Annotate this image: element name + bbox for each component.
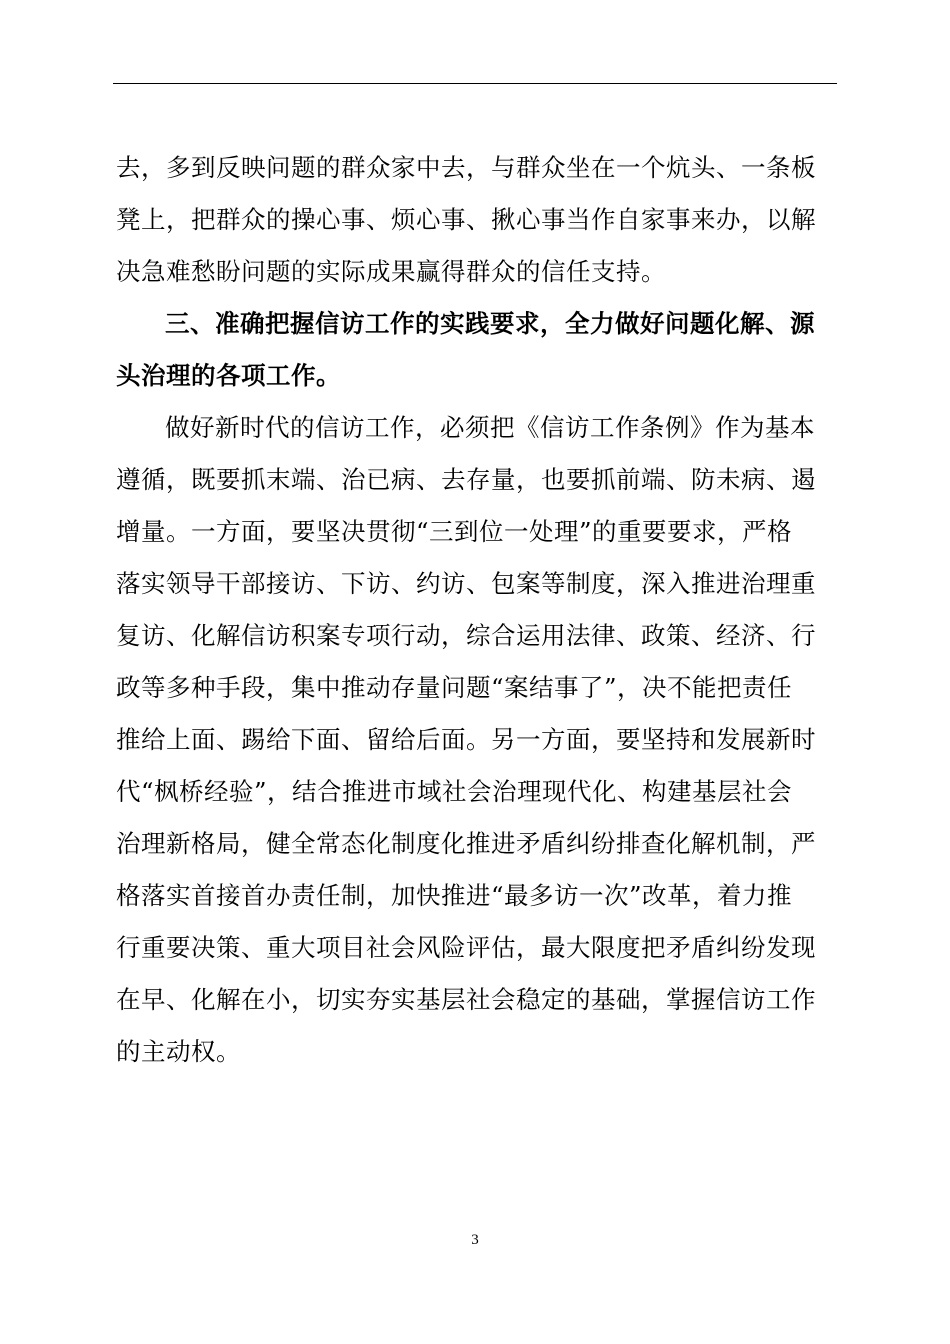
page-number: 3 bbox=[471, 1232, 479, 1248]
text-line: 决急难愁盼问题的实际成果赢得群众的信任支持。 bbox=[116, 257, 666, 286]
text-line: 凳上，把群众的操心事、烦心事、揪心事当作自家事来办，以解 bbox=[116, 205, 816, 234]
text-line: 推给上面、踢给下面、留给后面。另一方面，要坚持和发展新时 bbox=[116, 725, 816, 754]
section-heading-line: 头治理的各项工作。 bbox=[116, 361, 341, 390]
text-line: 行重要决策、重大项目社会风险评估，最大限度把矛盾纠纷发现 bbox=[116, 933, 816, 962]
text-line: 治理新格局，健全常态化制度化推进矛盾纠纷排查化解机制，严 bbox=[116, 829, 816, 858]
text-line: 做好新时代的信访工作，必须把《信访工作条例》作为基本 bbox=[165, 413, 815, 442]
text-line: 在早、化解在小，切实夯实基层社会稳定的基础，掌握信访工作 bbox=[116, 985, 816, 1014]
text-line: 的主动权。 bbox=[116, 1037, 241, 1066]
text-line: 格落实首接首办责任制，加快推进“最多访一次”改革，着力推 bbox=[116, 881, 793, 910]
header-rule bbox=[113, 83, 837, 84]
text-line: 代“枫桥经验”，结合推进市域社会治理现代化、构建基层社会 bbox=[116, 777, 793, 806]
text-line: 落实领导干部接访、下访、约访、包案等制度，深入推进治理重 bbox=[116, 569, 816, 598]
section-heading-line: 三、准确把握信访工作的实践要求，全力做好问题化解、源 bbox=[165, 309, 815, 338]
text-line: 去，多到反映问题的群众家中去，与群众坐在一个炕头、一条板 bbox=[116, 153, 816, 182]
text-line: 增量。一方面，要坚决贯彻“三到位一处理”的重要要求，严格 bbox=[116, 517, 793, 546]
text-line: 复访、化解信访积案专项行动，综合运用法律、政策、经济、行 bbox=[116, 621, 816, 650]
text-line: 遵循，既要抓末端、治已病、去存量，也要抓前端、防未病、遏 bbox=[116, 465, 816, 494]
text-line: 政等多种手段，集中推动存量问题“案结事了”，决不能把责任 bbox=[116, 673, 793, 702]
